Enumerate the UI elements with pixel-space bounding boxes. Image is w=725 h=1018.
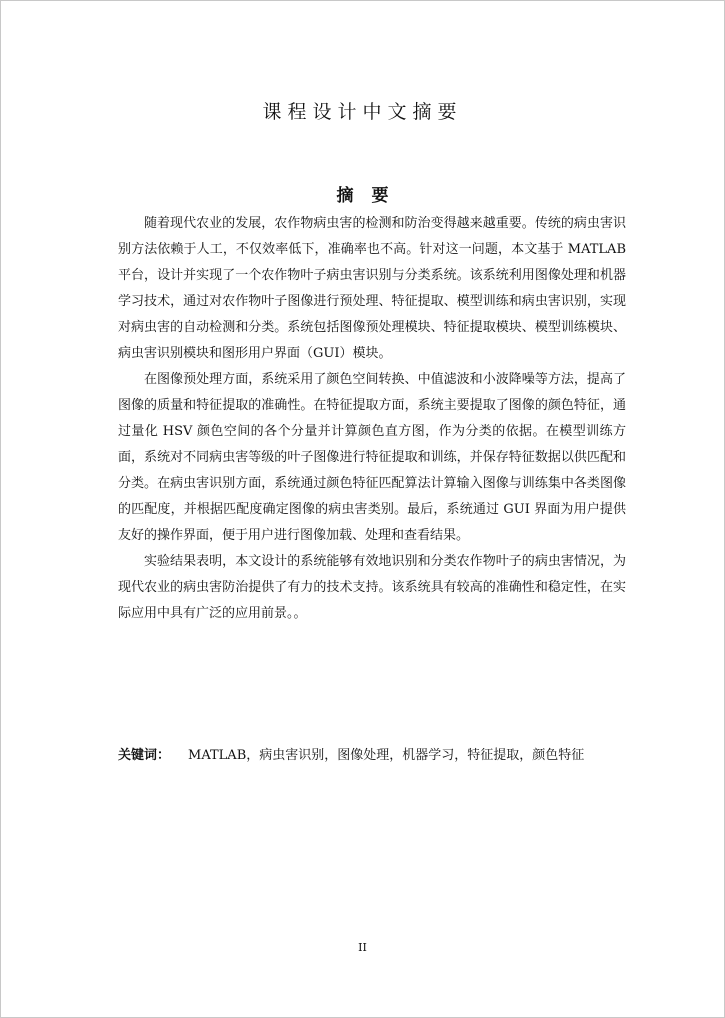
abstract-paragraph-3: 实验结果表明，本文设计的系统能够有效地识别和分类农作物叶子的病虫害情况，为现代农业的病虫害防治提供了有力的技术支持。该系统具有较高的准确性和稳定性，在实际应用中具有广泛的应用前景。。 — [118, 554, 626, 621]
keywords-line — [118, 743, 638, 769]
page-number: II — [358, 941, 367, 954]
abstract-paragraph-2: 在图像预处理方面，系统采用了颜色空间转换、中值滤波和小波降噪等方法，提高了图像的质量和特征提取的准确性。在特征提取方面，系统主要提取了图像的颜色特征，通过量化 HSV 颜色空间的各个分量并计算颜色直方图，作为分类的依据。在模型训练方面，系统对不同病虫害等级的叶子图像进行特征提取和训练，并保存特征数据以供匹配和分类。在病虫害识别方面，系统通过颜色特征匹配算法计算输入图像与训练集中各类图像的匹配度，并根据匹配度确定图像的病虫害类别。最后，系统通过 GUI 界面为用户提供友好的操作界面，便于用户进行图像加载、处理和查看结果。 — [118, 372, 626, 543]
keywords-label: 关键词： — [118, 748, 171, 763]
document-title: 课程设计中文摘要 — [262, 101, 463, 123]
abstract-heading: 摘要 — [336, 186, 407, 206]
keywords-value: MATLAB，病虫害识别，图像处理，机器学习，特征提取，颜色特征 — [188, 748, 585, 763]
abstract-body — [118, 211, 626, 627]
abstract-paragraph-1: 随着现代农业的发展，农作物病虫害的检测和防治变得越来越重要。传统的病虫害识别方法依赖于人工，不仅效率低下，准确率也不高。针对这一问题，本文基于 MATLAB 平台，设计并实现了一个农作物叶子病虫害识别与分类系统。该系统利用图像处理和机器学习技术，通过对农作物叶子图像进行预处理、特征提取、模型训练和病虫害识别，实现对病虫害的自动检测和分类。系统包括图像预处理模块、特征提取模块、模型训练模块、病虫害识别模块和图形用户界面（GUI）模块。 — [118, 216, 626, 361]
